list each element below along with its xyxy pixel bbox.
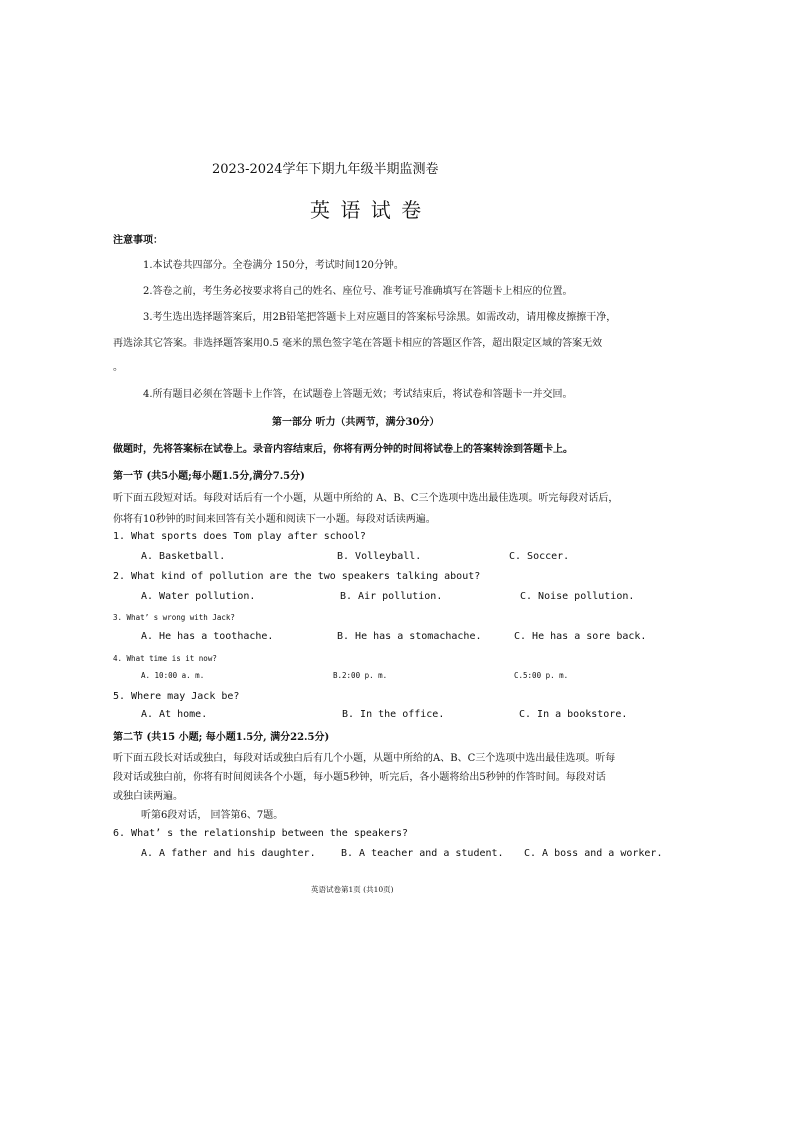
section1-instruction-line-2: 你将有10秒钟的时间来回答有关小题和阅读下一小题。每段对话读两遍。 <box>113 514 436 525</box>
question-1-option-a: A. Basketball. <box>141 551 226 562</box>
question-4: 4. What time is it now? <box>113 654 217 663</box>
section1-heading: 第一节 (共5小题;每小题1.5分,满分7.5分) <box>113 471 305 482</box>
question-5-option-a: A. At home. <box>141 709 208 720</box>
question-3: 3. What’ s wrong with Jack? <box>113 613 235 622</box>
question-5: 5. Where may Jack be? <box>113 691 240 702</box>
question-1: 1. What sports does Tom play after school? <box>113 531 366 542</box>
question-2: 2. What kind of pollution are the two speakers talking about? <box>113 571 481 582</box>
question-2-option-b: B. Air pollution. <box>340 591 443 602</box>
question-4-option-a: A. 10:00 a. m. <box>141 671 205 680</box>
subject-title: 英 语 试 卷 <box>310 198 424 222</box>
notes-item-3-line-1: 3.考生选出选择题答案后，用2B铅笔把答题卡上对应题目的答案标号涂黑。如需改动，请用橡皮擦擦干净， <box>143 312 617 323</box>
section2-instruction-line-3: 或独白读两遍。 <box>113 791 183 802</box>
question-6: 6. What’ s the relationship between the speakers? <box>113 828 409 839</box>
question-5-option-b: B. In the office. <box>342 709 445 720</box>
part1-instruction: 做题时，先将答案标在试卷上。录音内容结束后，你将有两分钟的时间将试卷上的答案转涂到答题卡上。 <box>113 444 573 455</box>
section2-heading: 第二节 (共15 小题; 每小题1.5分, 满分22.5分) <box>113 732 330 743</box>
question-6-option-c: C. A boss and a worker. <box>524 848 663 859</box>
question-3-option-c: C. He has a sore back. <box>514 631 647 642</box>
question-2-option-a: A. Water pollution. <box>141 591 256 602</box>
question-1-option-c: C. Soccer. <box>509 551 570 562</box>
notes-item-1: 1.本试卷共四部分。全卷满分 150分，考试时间120分钟。 <box>143 260 404 271</box>
question-2-option-c: C. Noise pollution. <box>520 591 635 602</box>
section2-instruction-line-1: 听下面五段长对话或独白，每段对话或独白后有几个小题，从题中所给的A、B、C三个选项中选出最佳选项。听每 <box>113 753 616 764</box>
question-3-option-b: B. He has a stomachache. <box>337 631 482 642</box>
question-4-option-b: B.2:00 p. m. <box>333 671 388 680</box>
question-6-option-b: B. A teacher and a student. <box>341 848 504 859</box>
question-6-option-a: A. A father and his daughter. <box>141 848 316 859</box>
question-3-option-a: A. He has a toothache. <box>141 631 274 642</box>
exam-title: 2023-2024学年下期九年级半期监测卷 <box>212 162 439 177</box>
notes-item-3-line-3: 。 <box>113 362 123 373</box>
question-1-option-b: B. Volleyball. <box>337 551 422 562</box>
question-4-option-c: C.5:00 p. m. <box>514 671 569 680</box>
notes-item-4: 4.所有题目必须在答题卡上作答，在试题卷上答题无效；考试结束后，将试卷和答题卡一并交回。 <box>143 389 573 400</box>
page-footer: 英语试卷第1页 (共10页) <box>311 885 394 894</box>
section1-instruction-line-1: 听下面五段短对话。每段对话后有一个小题，从题中所给的 A、B、C三个选项中选出最佳选项。听完每段对话后， <box>113 493 619 504</box>
section2-sub-instruction: 听第6段对话， 回答第6、7题。 <box>141 810 284 821</box>
notes-item-3-line-2: 再选涂其它答案。非选择题答案用0.5 毫米的黑色签字笔在答题卡相应的答题区作答，超出限定区域的答案无效 <box>113 338 603 349</box>
part1-heading: 第一部分 听力（共两节，满分30分） <box>272 417 440 428</box>
question-5-option-c: C. In a bookstore. <box>519 709 628 720</box>
notes-heading: 注意事项： <box>113 235 163 246</box>
notes-item-2: 2.答卷之前，考生务必按要求将自己的姓名、座位号、准考证号准确填写在答题卡上相应的位置。 <box>143 286 573 297</box>
section2-instruction-line-2: 段对话或独白前，你将有时间阅读各个小题，每小题5秒钟，听完后，各小题将给出5秒钟的作答时间。每段对话 <box>113 772 606 783</box>
